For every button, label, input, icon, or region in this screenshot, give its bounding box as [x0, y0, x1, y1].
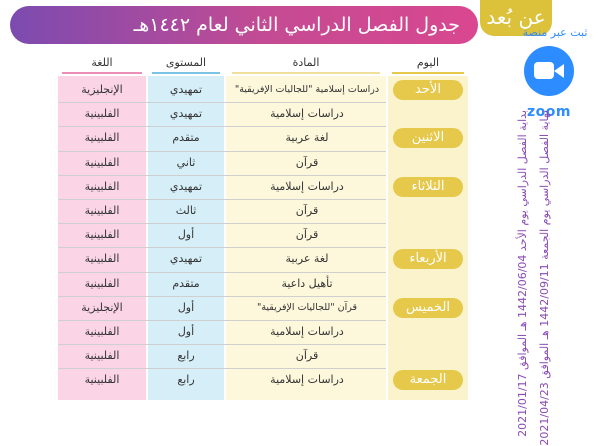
column-header-language: اللغة: [91, 56, 113, 69]
title-banner: [10, 6, 478, 44]
language-cell: الفلبينية: [84, 276, 120, 290]
day-pill: الأحد: [393, 80, 463, 100]
language-cell: الفلبينية: [84, 131, 120, 145]
level-cell: أول: [177, 228, 195, 242]
language-cell: الفلبينية: [84, 107, 120, 121]
level-cell: متقدم: [172, 276, 200, 290]
video-camera-icon: [534, 62, 554, 79]
page-title: جدول الفصل الدراسي الثاني لعام ١٤٤٢هـ: [133, 14, 460, 36]
subject-cell: قرآن: [295, 228, 319, 242]
language-cell: الإنجليزية: [81, 83, 123, 96]
subject-cell: دراسات إسلامية: [270, 325, 344, 338]
day-pill: الثلاثاء: [393, 177, 463, 197]
level-cell: تمهيدي: [169, 252, 203, 266]
column-header-day: اليوم: [416, 56, 440, 69]
language-cell: الفلبينية: [84, 228, 120, 242]
day-pill: الأربعاء: [393, 249, 463, 269]
column-header-level: المستوى: [165, 56, 207, 69]
subject-cell: قرآن: [295, 204, 319, 217]
subject-cell: دراسات إسلامية: [270, 179, 344, 193]
semester-end-note: نهاية الفصل الدراسي يوم الجمعة 1442/09/11 هـ الموافق 2021/04/23: [538, 110, 551, 446]
level-cell: أول: [177, 325, 195, 338]
subject-cell: دراسات إسلامية: [270, 373, 344, 387]
language-cell: الفلبينية: [84, 252, 120, 266]
language-cell: الفلبينية: [84, 325, 120, 338]
subject-cell: لغة عربية: [285, 131, 329, 145]
level-cell: تمهيدي: [169, 83, 203, 96]
day-pill: الجمعة: [393, 370, 463, 390]
column-header-subject: المادة: [292, 56, 320, 69]
language-cell: الفلبينية: [84, 373, 120, 387]
level-cell: ثاني: [176, 155, 196, 169]
semester-start-note: بداية الفصل الدراسي يوم الأحد 1442/06/04 هـ الموافق 2021/01/17: [516, 110, 529, 437]
day-column-bg: [388, 76, 468, 400]
subject-cell: دراسات إسلامية "للجاليات الإفريقية": [234, 84, 380, 95]
subject-cell: لغة عربية: [285, 252, 329, 266]
zoom-logo-icon: [524, 46, 574, 96]
language-cell: الفلبينية: [84, 349, 120, 363]
level-cell: متقدم: [172, 131, 200, 145]
language-cell: الإنجليزية: [81, 300, 123, 314]
level-cell: رابع: [177, 349, 195, 363]
subject-cell: قرآن "للجاليات الإفريقية": [256, 301, 358, 313]
zoom-wordmark: zoom: [527, 104, 571, 120]
level-cell: رابع: [177, 373, 195, 387]
platform-note: ثبت عبر منصة: [522, 26, 588, 39]
day-pill: الاثنين: [393, 128, 463, 148]
level-cell: تمهيدي: [169, 107, 203, 121]
subject-cell: دراسات إسلامية: [270, 107, 344, 121]
level-cell: تمهيدي: [169, 179, 203, 193]
level-cell: أول: [177, 300, 195, 314]
level-cell: ثالث: [175, 204, 197, 217]
language-cell: الفلبينية: [84, 179, 120, 193]
language-cell: الفلبينية: [84, 204, 120, 217]
subject-cell: قرآن: [295, 349, 319, 363]
language-cell: الفلبينية: [84, 155, 120, 169]
subject-cell: تأهيل داعية: [281, 276, 333, 290]
day-pill: الخميس: [393, 298, 463, 318]
subject-cell: قرآن: [295, 155, 319, 169]
remote-label: عن بُعد: [480, 0, 552, 36]
